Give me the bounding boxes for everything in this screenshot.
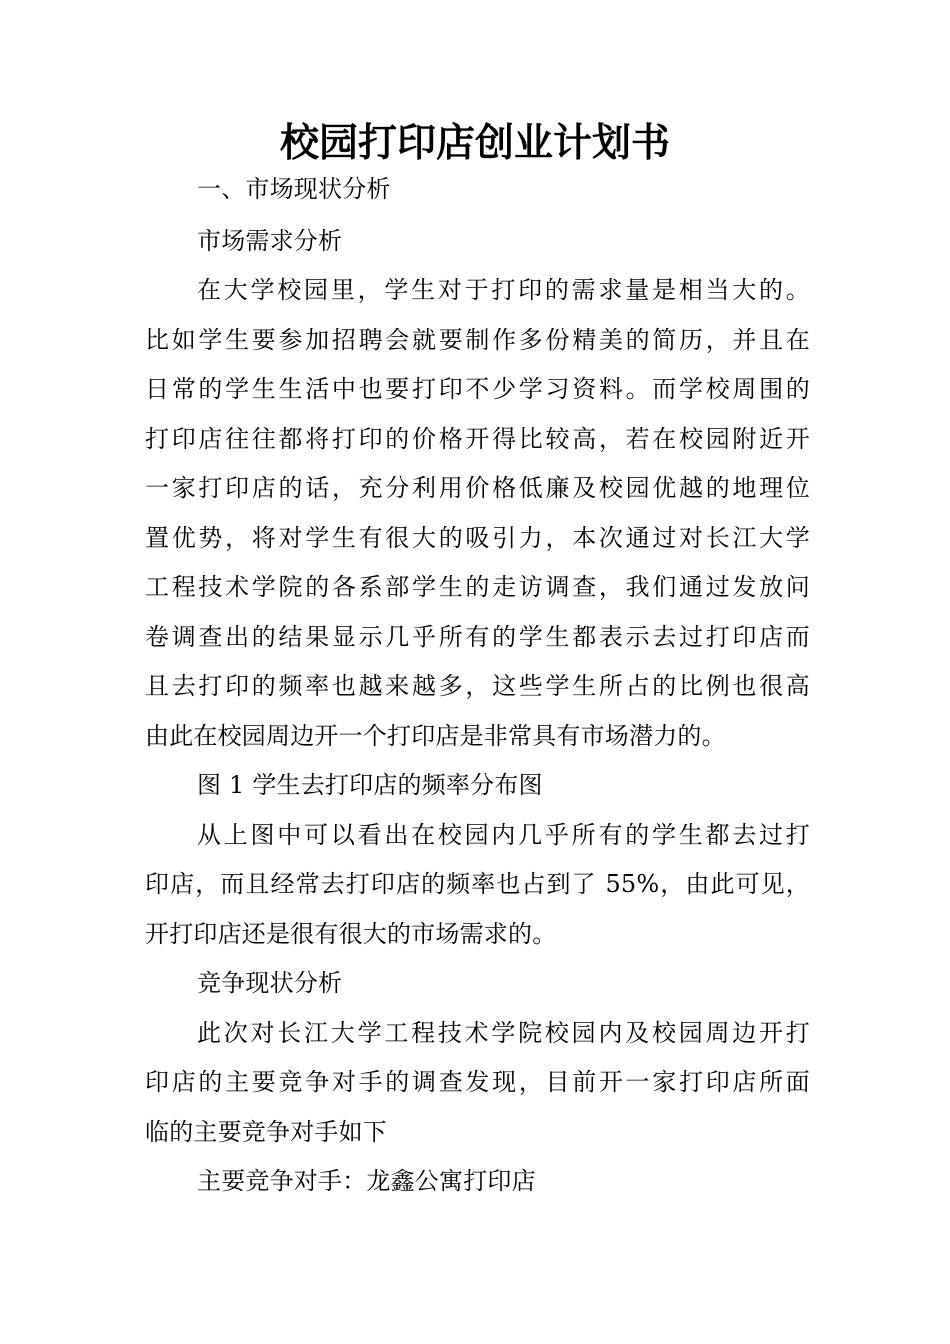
paragraph-line: 从上图中可以看出在校园内几乎所有的学生都去过打 xyxy=(197,821,810,849)
subheading-competition: 竞争现状分析 xyxy=(197,969,343,997)
paragraph-line: 在大学校园里，学生对于打印的需求量是相当大的。 xyxy=(197,276,810,304)
paragraph-line: 一家打印店的话，充分利用价格低廉及校园优越的地理位 xyxy=(145,474,810,502)
paragraph-line: 比如学生要参加招聘会就要制作多份精美的简历，并且在 xyxy=(145,326,810,354)
document-title: 校园打印店创业计划书 xyxy=(279,121,670,166)
paragraph-line: 卷调查出的结果显示几乎所有的学生都表示去过打印店而 xyxy=(145,623,810,651)
paragraph-line: 由此在校园周边开一个打印店是非常具有市场潜力的。 xyxy=(145,722,726,750)
section-heading-market-status: 一、市场现状分析 xyxy=(197,175,391,203)
paragraph-line: 印店，而且经常去打印店的频率也占到了 55%，由此可见， xyxy=(145,870,810,898)
paragraph-line: 工程技术学院的各系部学生的走访调查，我们通过发放问 xyxy=(145,573,810,601)
paragraph-line: 临的主要竞争对手如下 xyxy=(145,1118,387,1146)
main-competitor-line: 主要竞争对手：龙鑫公寓打印店 xyxy=(197,1167,536,1195)
figure-caption: 图 1 学生去打印店的频率分布图 xyxy=(197,771,543,799)
paragraph-line: 且去打印的频率也越来越多，这些学生所占的比例也很高 xyxy=(145,672,810,700)
paragraph-line: 置优势，将对学生有很大的吸引力，本次通过对长江大学 xyxy=(145,524,810,552)
paragraph-line: 日常的学生生活中也要打印不少学习资料。而学校周围的 xyxy=(145,375,810,403)
paragraph-line: 开打印店还是很有很大的市场需求的。 xyxy=(145,920,557,948)
paragraph-line: 此次对长江大学工程技术学院校园内及校园周边开打 xyxy=(197,1019,810,1047)
paragraph-line: 印店的主要竞争对手的调查发现，目前开一家打印店所面 xyxy=(145,1068,810,1096)
subheading-market-demand: 市场需求分析 xyxy=(197,227,343,255)
paragraph-line: 打印店往往都将打印的价格开得比较高，若在校园附近开 xyxy=(145,425,810,453)
